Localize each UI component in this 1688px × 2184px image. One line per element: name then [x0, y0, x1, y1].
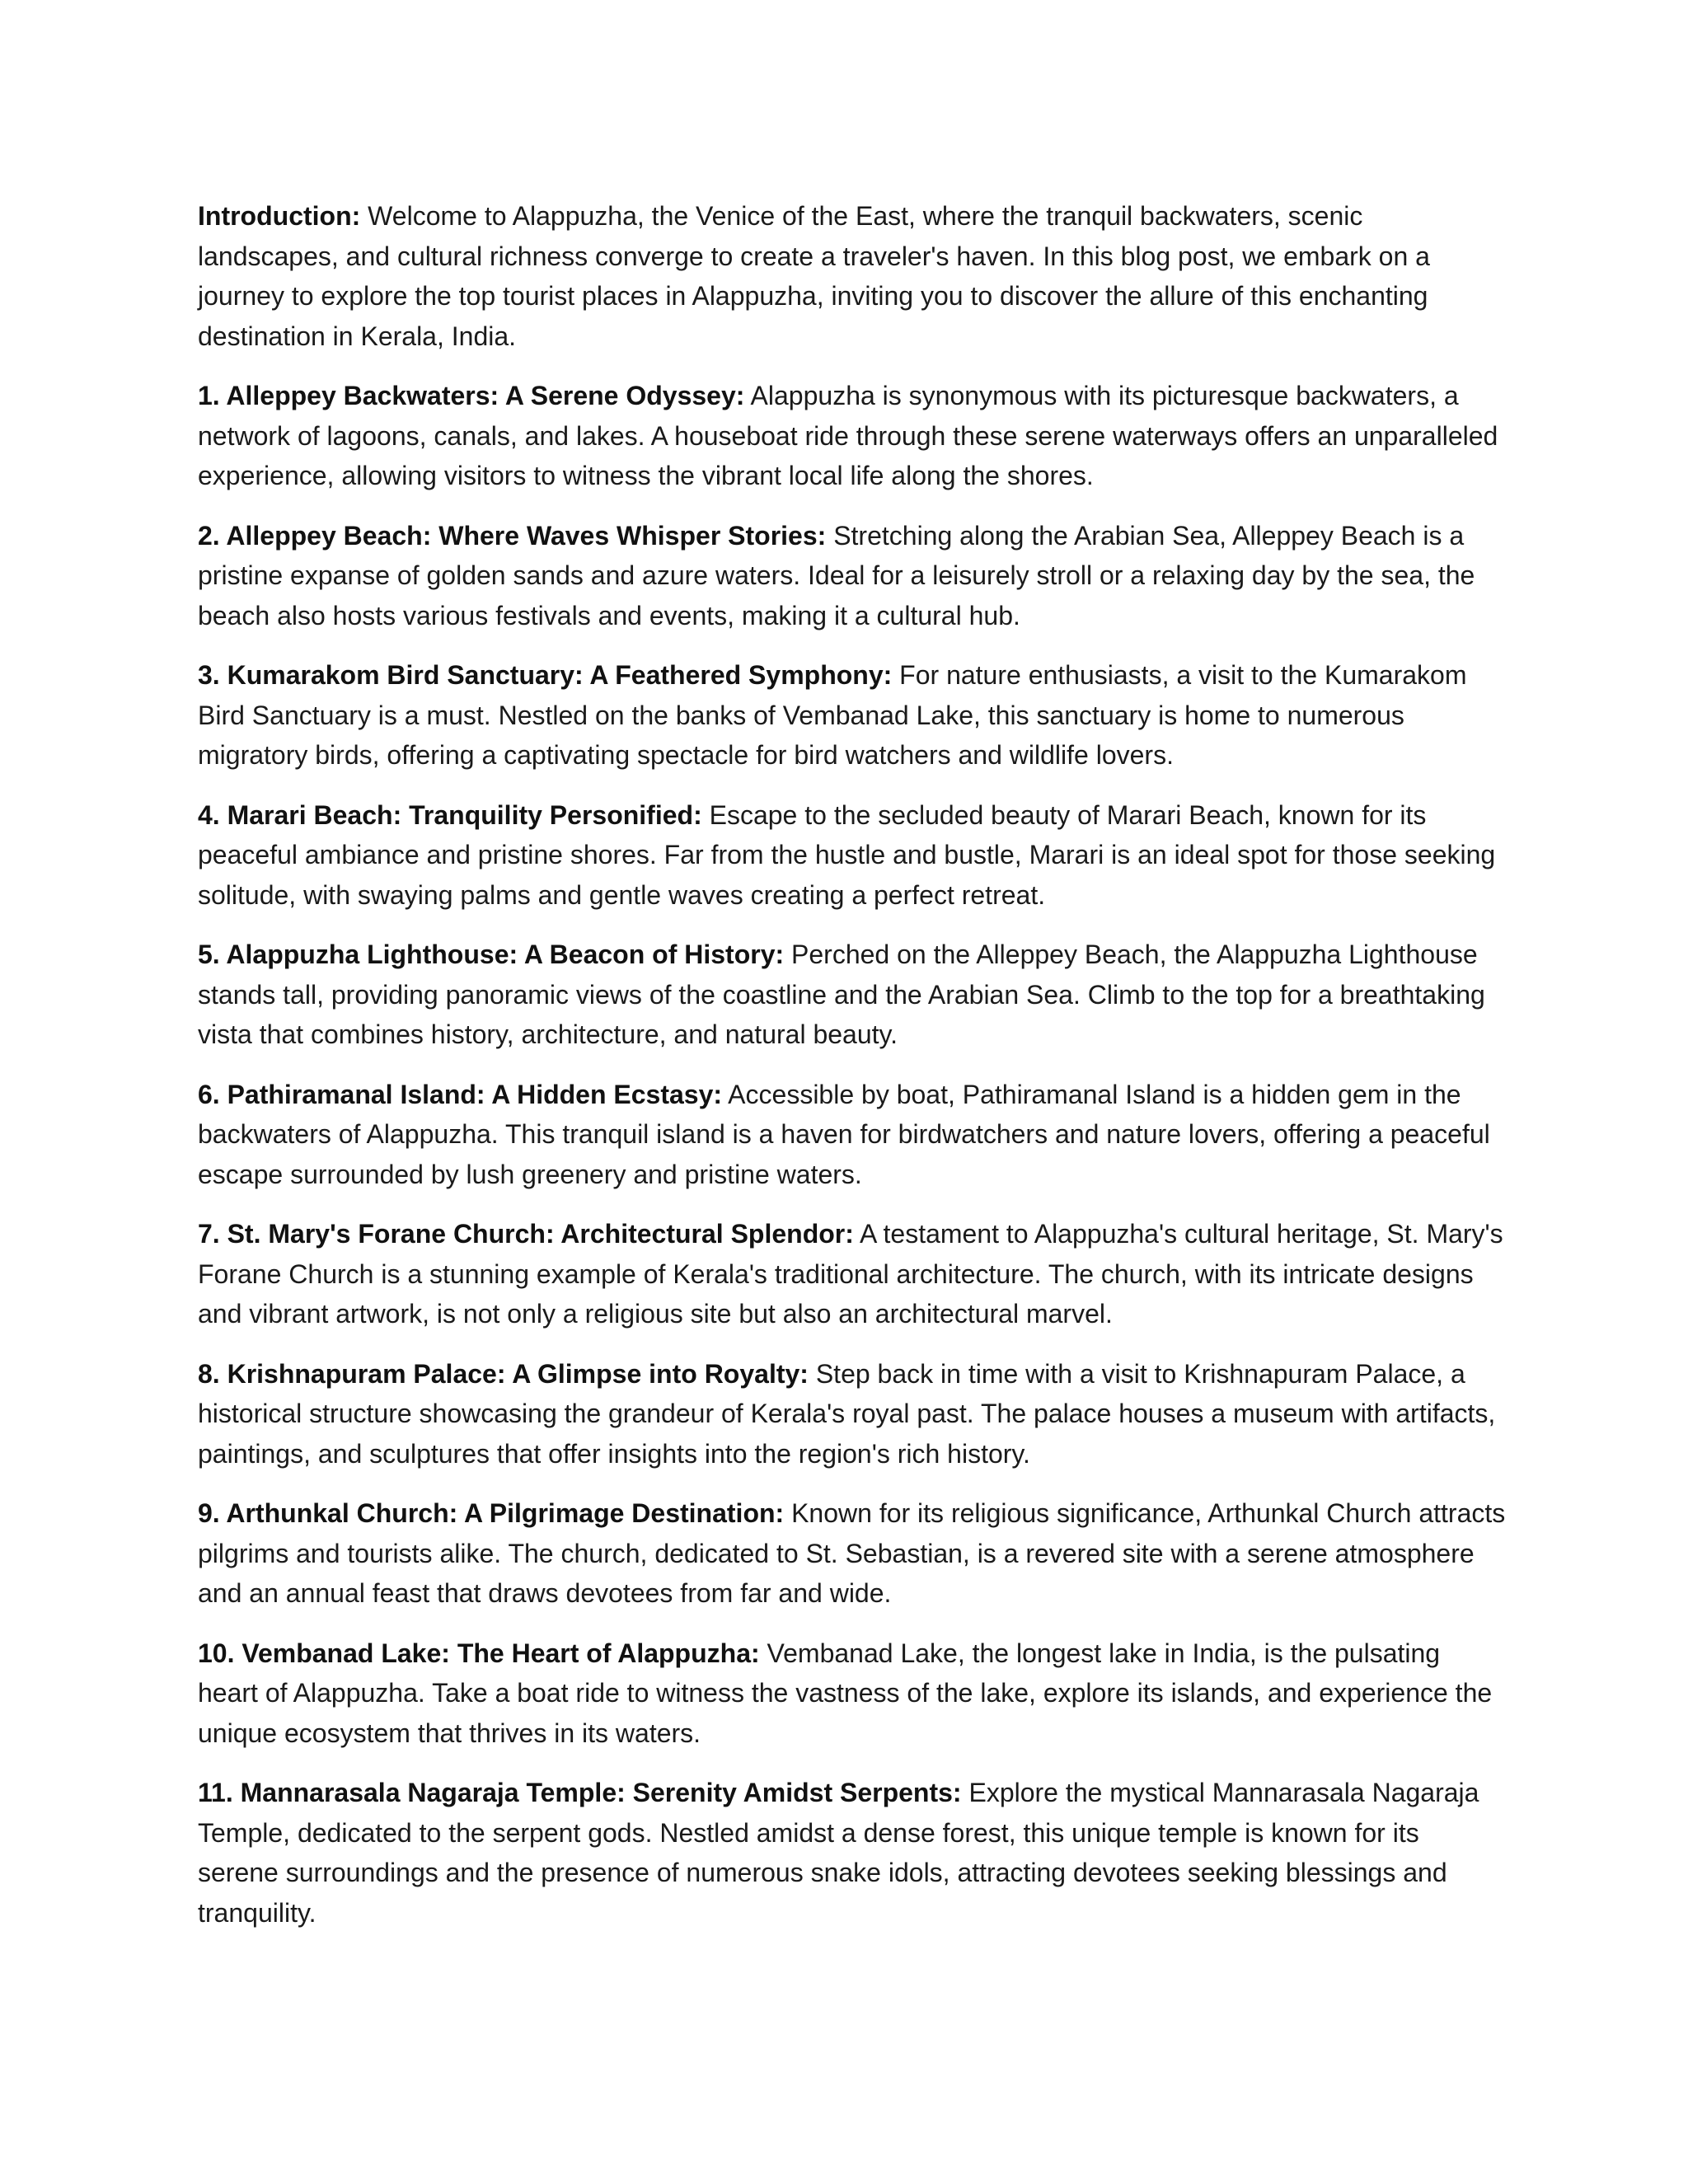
- paragraph-heading: 11. Mannarasala Nagaraja Temple: Serenity Amidst Serpents:: [198, 1778, 962, 1807]
- paragraph-krishnapuram-palace: [198, 1354, 1507, 1474]
- paragraph-body: Step back in time with a visit to Krishnapuram Palace, a historical structure showcasing the grandeur of Kerala's royal past. The palace houses a museum with artifacts, paintings, and sculptures that offer insights into the region's rich history.: [198, 1358, 1496, 1469]
- paragraph-alappuzha-lighthouse: [198, 935, 1507, 1055]
- paragraph-introduction: [198, 196, 1507, 356]
- paragraph-body: Known for its religious significance, Arthunkal Church attracts pilgrims and tourists alike. The church, dedicated to St. Sebastian, is a revered site with a serene atmosphere and an annual feast that draws devotees from far and wide.: [198, 1498, 1506, 1608]
- paragraph-alleppey-backwaters: [198, 376, 1507, 496]
- paragraph-body: Perched on the Alleppey Beach, the Alappuzha Lighthouse stands tall, providing panoramic views of the coastline and the Arabian Sea. Climb to the top for a breathtaking vista that combines history, architecture, and natural beauty.: [198, 940, 1485, 1049]
- paragraph-alleppey-beach: [198, 516, 1507, 636]
- paragraph-heading: 10. Vembanad Lake: The Heart of Alappuzha:: [198, 1638, 760, 1668]
- paragraph-heading: 2. Alleppey Beach: Where Waves Whisper Stories:: [198, 520, 827, 551]
- paragraph-heading: 4. Marari Beach: Tranquility Personified:: [198, 799, 702, 830]
- paragraph-body: Stretching along the Arabian Sea, Alleppey Beach is a pristine expanse of golden sands and azure waters. Ideal for a leisurely stroll or a relaxing day by the sea, the beach also hosts various festivals and events, making it a cultural hub.: [198, 520, 1475, 630]
- paragraph-heading: Introduction:: [198, 201, 361, 231]
- paragraph-heading: 6. Pathiramanal Island: A Hidden Ecstasy:: [198, 1079, 723, 1109]
- paragraph-kumarakom-bird-sanctuary: [198, 655, 1507, 776]
- paragraph-body: Accessible by boat, Pathiramanal Island is a hidden gem in the backwaters of Alappuzha. This tranquil island is a haven for birdwatchers and nature lovers, offering a peaceful escape surrounded by lush greenery and pristine waters.: [198, 1079, 1490, 1189]
- paragraph-arthunkal-church: [198, 1493, 1507, 1614]
- paragraph-body: For nature enthusiasts, a visit to the Kumarakom Bird Sanctuary is a must. Nestled on the banks of Vembanad Lake, this sanctuary is home to numerous migratory birds, offering a captivating spectacle for bird watchers and wildlife lovers.: [198, 660, 1467, 770]
- paragraph-body: A testament to Alappuzha's cultural heritage, St. Mary's Forane Church is a stunning example of Kerala's traditional architecture. The church, with its intricate designs and vibrant artwork, is not only a religious site but also an architectural marvel.: [198, 1219, 1503, 1329]
- paragraph-body: Alappuzha is synonymous with its picturesque backwaters, a network of lagoons, canals, and lakes. A houseboat ride through these serene waterways offers an unparalleled experience, allowing visitors to witness the vibrant local life along the shores.: [198, 381, 1498, 490]
- paragraph-heading: 7. St. Mary's Forane Church: Architectural Splendor:: [198, 1219, 854, 1249]
- paragraph-heading: 1. Alleppey Backwaters: A Serene Odyssey:: [198, 381, 745, 410]
- paragraph-body: Vembanad Lake, the longest lake in India, is the pulsating heart of Alappuzha. Take a boat ride to witness the vastness of the lake, explore its islands, and experience the unique ecosystem that thrives in its waters.: [198, 1638, 1493, 1748]
- paragraph-heading: 9. Arthunkal Church: A Pilgrimage Destination:: [198, 1498, 785, 1528]
- paragraph-mannarasala-nagaraja-temple: [198, 1773, 1507, 1933]
- paragraph-vembanad-lake: [198, 1633, 1507, 1754]
- paragraph-heading: 8. Krishnapuram Palace: A Glimpse into Royalty:: [198, 1358, 809, 1389]
- paragraph-heading: 3. Kumarakom Bird Sanctuary: A Feathered Symphony:: [198, 660, 893, 690]
- paragraph-pathiramanal-island: [198, 1075, 1507, 1195]
- paragraph-heading: 5. Alappuzha Lighthouse: A Beacon of History:: [198, 940, 785, 969]
- paragraph-marari-beach: [198, 795, 1507, 916]
- paragraph-st-marys-forane-church: [198, 1214, 1507, 1334]
- paragraph-body: Escape to the secluded beauty of Marari Beach, known for its peaceful ambiance and pristine shores. Far from the hustle and bustle, Marari is an ideal spot for those seeking solitude, with swaying palms and gentle waves creating a perfect retreat.: [198, 799, 1496, 910]
- paragraph-body: Explore the mystical Mannarasala Nagaraja Temple, dedicated to the serpent gods. Nestled amidst a dense forest, this unique temple is known for its serene surroundings and the presence of numerous snake idols, attracting devotees seeking blessings and tranquility.: [198, 1778, 1479, 1928]
- paragraph-body: Welcome to Alappuzha, the Venice of the East, where the tranquil backwaters, scenic landscapes, and cultural richness converge to create a traveler's haven. In this blog post, we embark on a journey to explore the top tourist places in Alappuzha, inviting you to discover the allure of this enchanting destination in Kerala, India.: [198, 201, 1430, 351]
